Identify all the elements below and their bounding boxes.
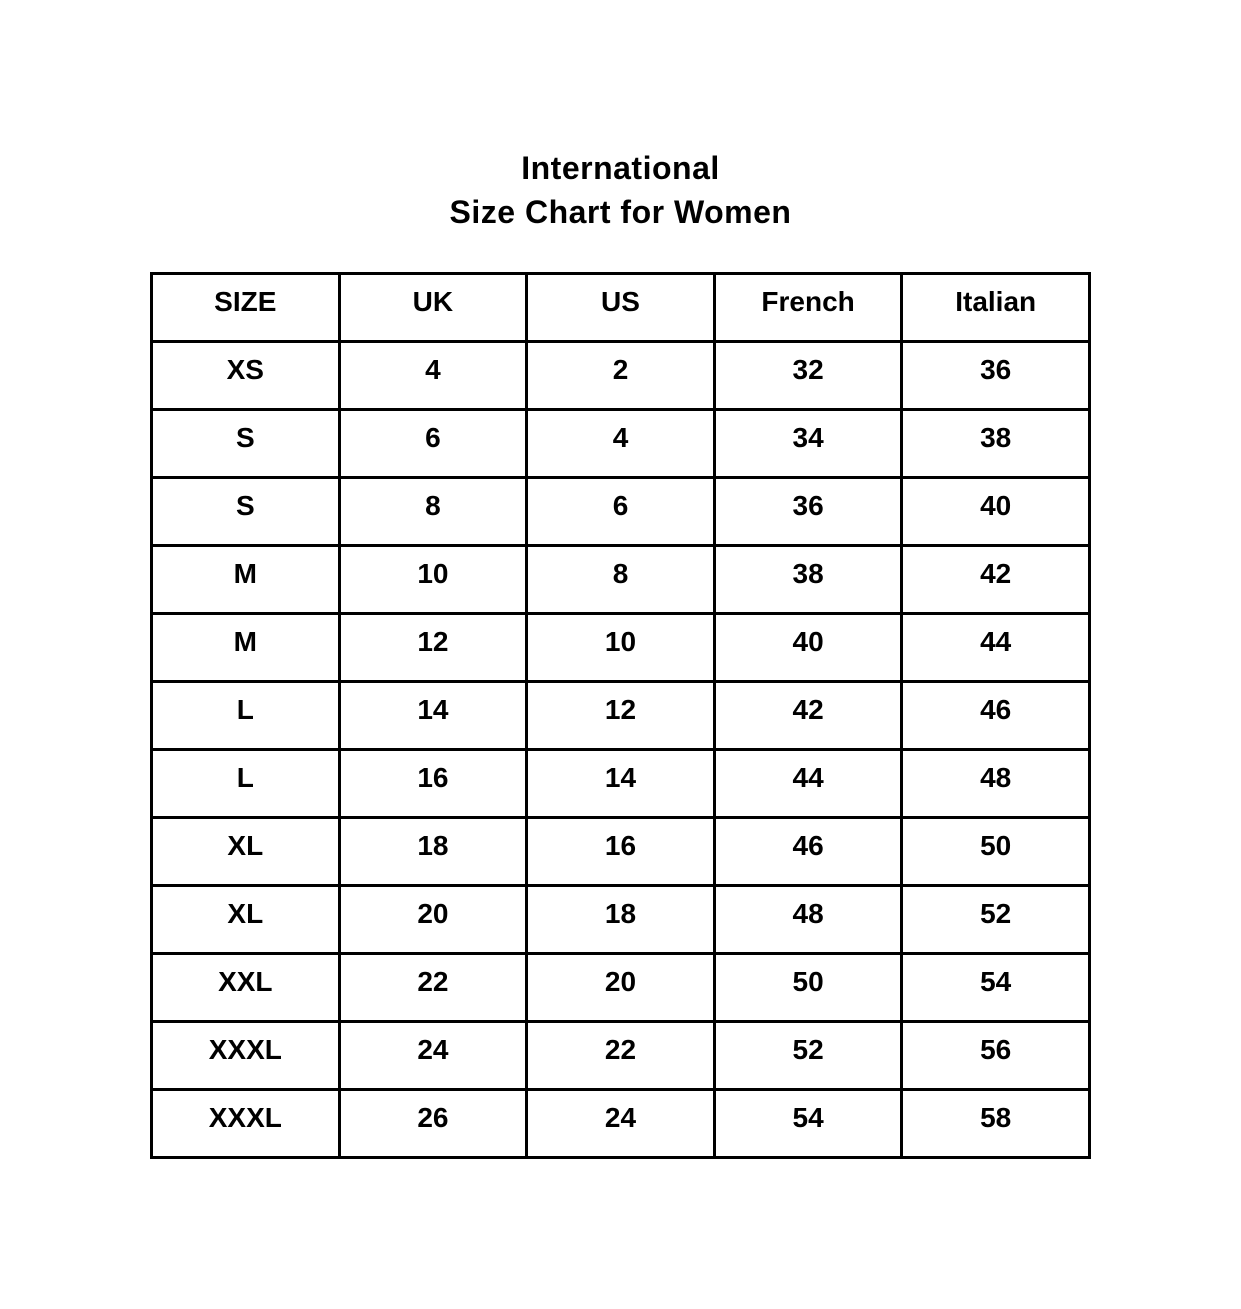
- table-cell: 56: [902, 1022, 1090, 1090]
- table-cell: 48: [714, 886, 902, 954]
- table-cell: 24: [339, 1022, 527, 1090]
- table-cell: 52: [714, 1022, 902, 1090]
- table-cell: 46: [714, 818, 902, 886]
- table-cell: S: [152, 478, 340, 546]
- table-cell: 48: [902, 750, 1090, 818]
- table-cell: L: [152, 682, 340, 750]
- table-cell: 52: [902, 886, 1090, 954]
- table-cell: 10: [527, 614, 715, 682]
- table-cell: 16: [527, 818, 715, 886]
- header-row: [152, 274, 1090, 342]
- table-cell: 12: [527, 682, 715, 750]
- table-row: [152, 954, 1090, 1022]
- table-cell: 44: [714, 750, 902, 818]
- table-cell: 40: [714, 614, 902, 682]
- title-line-2: Size Chart for Women: [449, 194, 792, 230]
- page-title: [0, 0, 1241, 234]
- table-row: [152, 1090, 1090, 1158]
- table-body: [152, 342, 1090, 1158]
- header-cell-french: French: [714, 274, 902, 342]
- table-row: [152, 614, 1090, 682]
- table-cell: XL: [152, 818, 340, 886]
- table-cell: XL: [152, 886, 340, 954]
- table-cell: 14: [527, 750, 715, 818]
- table-cell: 40: [902, 478, 1090, 546]
- table-cell: M: [152, 546, 340, 614]
- table-cell: 58: [902, 1090, 1090, 1158]
- table-cell: 12: [339, 614, 527, 682]
- table-cell: 44: [902, 614, 1090, 682]
- table-cell: 18: [339, 818, 527, 886]
- table-cell: 34: [714, 410, 902, 478]
- table-cell: 32: [714, 342, 902, 410]
- table-cell: 4: [527, 410, 715, 478]
- table-cell: 24: [527, 1090, 715, 1158]
- header-cell-size: SIZE: [152, 274, 340, 342]
- table-cell: XS: [152, 342, 340, 410]
- header-cell-us: US: [527, 274, 715, 342]
- table-cell: 20: [527, 954, 715, 1022]
- table-cell: 42: [714, 682, 902, 750]
- header-cell-italian: Italian: [902, 274, 1090, 342]
- table-row: [152, 410, 1090, 478]
- table-cell: 36: [902, 342, 1090, 410]
- table-row: [152, 886, 1090, 954]
- table-cell: 10: [339, 546, 527, 614]
- table-cell: M: [152, 614, 340, 682]
- table-cell: 54: [714, 1090, 902, 1158]
- table-cell: S: [152, 410, 340, 478]
- table-cell: XXXL: [152, 1090, 340, 1158]
- table-row: [152, 818, 1090, 886]
- header-cell-uk: UK: [339, 274, 527, 342]
- table-cell: 50: [714, 954, 902, 1022]
- table-row: [152, 682, 1090, 750]
- table-cell: 20: [339, 886, 527, 954]
- table-cell: 8: [339, 478, 527, 546]
- table-cell: 14: [339, 682, 527, 750]
- table-cell: 2: [527, 342, 715, 410]
- table-cell: L: [152, 750, 340, 818]
- table-cell: 16: [339, 750, 527, 818]
- table-row: [152, 1022, 1090, 1090]
- table-cell: 6: [339, 410, 527, 478]
- table-row: [152, 546, 1090, 614]
- table-cell: 6: [527, 478, 715, 546]
- table-row: [152, 478, 1090, 546]
- table-cell: 38: [902, 410, 1090, 478]
- size-chart-table: [150, 272, 1091, 1159]
- table-cell: 54: [902, 954, 1090, 1022]
- table-cell: 22: [339, 954, 527, 1022]
- table-row: [152, 342, 1090, 410]
- table-cell: 38: [714, 546, 902, 614]
- table-cell: 8: [527, 546, 715, 614]
- table-cell: 22: [527, 1022, 715, 1090]
- table-cell: 50: [902, 818, 1090, 886]
- table-cell: 18: [527, 886, 715, 954]
- table-cell: XXXL: [152, 1022, 340, 1090]
- table-cell: 4: [339, 342, 527, 410]
- title-line-1: International: [521, 150, 720, 186]
- table-row: [152, 750, 1090, 818]
- table-cell: 46: [902, 682, 1090, 750]
- table-cell: 36: [714, 478, 902, 546]
- table-cell: XXL: [152, 954, 340, 1022]
- table-head: [152, 274, 1090, 342]
- table-cell: 26: [339, 1090, 527, 1158]
- table-cell: 42: [902, 546, 1090, 614]
